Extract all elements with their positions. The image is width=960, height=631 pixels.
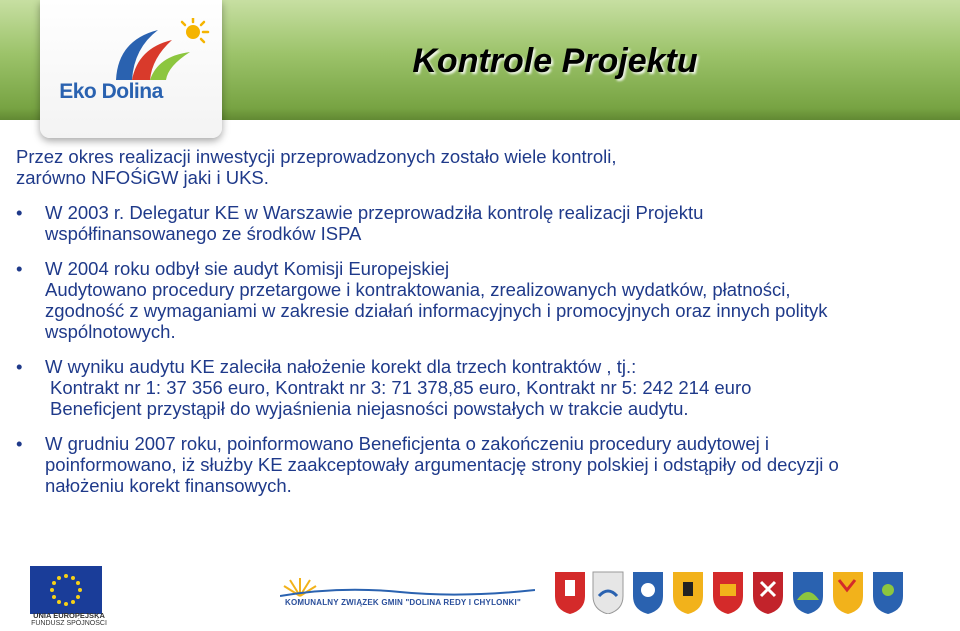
bullet-dot: • [16, 202, 23, 223]
bullet-item [16, 433, 951, 496]
crest-icon [593, 572, 623, 614]
bullet-line: W wyniku audytu KE zaleciła nałożenie korekt dla trzech kontraktów , tj.: [45, 356, 637, 377]
bullet-line: zgodność z wymaganiami w zakresie działań informacyjnych i promocyjnych oraz innych polityk [45, 300, 828, 321]
eko-dolina-logo-icon [98, 18, 218, 88]
page-title: Kontrole Projektu [412, 42, 698, 80]
eu-flag-icon [30, 566, 102, 614]
bullet-item [16, 202, 951, 244]
intro-line-1: Przez okres realizacji inwestycji przeprowadzonych zostało wiele kontroli, [16, 146, 617, 167]
logo-card [40, 0, 222, 138]
crest-icon [793, 572, 823, 614]
kzg-caption: KOMUNALNY ZWIĄZEK GMIN "DOLINA REDY I CHYLONKI" [285, 598, 521, 607]
crest-icon [673, 572, 703, 614]
bullet-line: wspólnotowych. [45, 321, 176, 342]
bullet-item [16, 356, 951, 377]
crest-icon [633, 572, 663, 614]
bullet-item [16, 258, 951, 342]
bullet-line: W 2003 r. Delegatur KE w Warszawie przeprowadziła kontrolę realizacji Projektu [45, 202, 704, 223]
logo-wordmark: Eko Dolina [59, 80, 163, 103]
crest-icon [555, 572, 585, 614]
slide-content [16, 146, 951, 496]
eu-caption-line1: UNIA EUROPEJSKA [33, 611, 105, 620]
beneficiary-note: Beneficjent przystąpił do wyjaśnienia niejasności powstałych w trakcie audytu. [50, 398, 689, 419]
eu-caption-line2: FUNDUSZ SPÓJNOŚCI [31, 620, 107, 627]
bullet-dot: • [16, 433, 23, 454]
crest-icon [753, 572, 783, 614]
municipal-crests [553, 570, 923, 614]
bullet-line: nałożeniu korekt finansowych. [45, 475, 292, 496]
bullet-dot: • [16, 356, 23, 377]
bullet-line: współfinansowanego ze środków ISPA [45, 223, 362, 244]
bullet-dot: • [16, 258, 23, 279]
eu-stars-icon [30, 566, 102, 614]
crest-icon [713, 572, 743, 614]
crest-icon [873, 572, 903, 614]
bullet-line: W 2004 roku odbył sie audyt Komisji Europejskiej [45, 258, 450, 279]
contract-amounts: Kontrakt nr 1: 37 356 euro, Kontrakt nr 3: 71 378,85 euro, Kontrakt nr 5: 242 214 euro [50, 377, 752, 398]
intro-line-2: zarówno NFOŚiGW jaki i UKS. [16, 167, 269, 188]
eu-caption [24, 612, 114, 628]
crest-icon [833, 572, 863, 614]
bullet-line: W grudniu 2007 roku, poinformowano Beneficjenta o zakończeniu procedury audytowej i [45, 433, 769, 454]
bullet-line: Audytowano procedury przetargowe i kontraktowania, zrealizowanych wydatków, płatności, [45, 279, 791, 300]
bullet-line: poinformowano, iż służby KE zaakceptowały argumentację strony polskiej i odstąpiły od decyzji o [45, 454, 839, 475]
